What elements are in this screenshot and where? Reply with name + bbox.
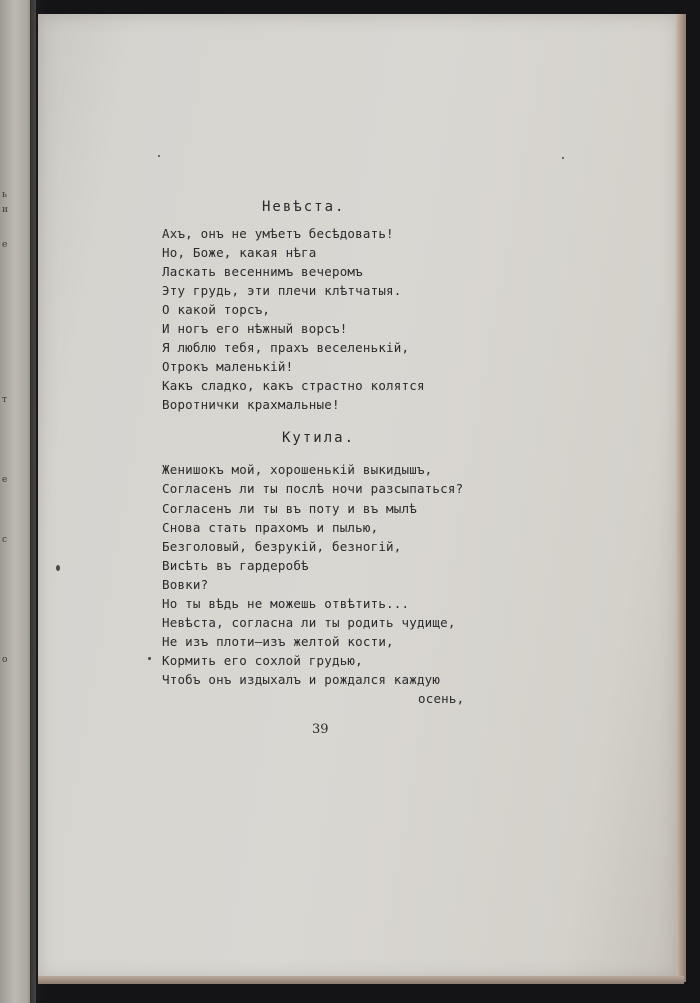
facing-page-text: и xyxy=(2,205,9,215)
poem-line: Отрокъ маленькій! xyxy=(162,359,294,374)
facing-page-text: е xyxy=(2,475,9,485)
poem-line: Какъ сладко, какъ страстно колятся xyxy=(162,378,425,393)
paper-speck xyxy=(148,657,151,660)
poem-line: Ахъ, онъ не умѣетъ бесѣдовать! xyxy=(162,226,394,241)
poem-line: Кормить его сохлой грудью, xyxy=(162,653,363,668)
poem-line: Чтобъ онъ издыхалъ и рождался каждую xyxy=(162,672,441,687)
poem-line: Согласенъ ли ты послѣ ночи разсыпаться? xyxy=(162,481,464,496)
book-page xyxy=(38,14,678,980)
poem-title-nevesta: Невѣста. xyxy=(262,199,346,215)
poem-line: И ногъ его нѣжный ворсъ! xyxy=(162,321,348,336)
poem-line: Безголовый, безрукій, безногій, xyxy=(162,539,402,554)
poem-body-kutila xyxy=(162,462,465,706)
page-edge-bottom xyxy=(38,976,684,984)
poem-line: Висѣть въ гардеробѣ xyxy=(162,558,309,573)
poem-line-overflow: осень, xyxy=(418,691,465,706)
poem-title-kutila: Кутила. xyxy=(282,430,356,446)
poem-line: Женишокъ мой, хорошенькій выкидышъ, xyxy=(162,462,433,477)
poem-line: Ласкать весеннимъ вечеромъ xyxy=(162,264,363,279)
poem-line: Воротнички крахмальные! xyxy=(162,397,340,412)
poem-line: Снова стать прахомъ и пылью, xyxy=(162,520,379,535)
poem-line: Согласенъ ли ты въ поту и въ мылѣ xyxy=(162,501,417,516)
paper-speck xyxy=(56,565,60,571)
poem-line: Невѣста, согласна ли ты родить чудище, xyxy=(162,615,456,630)
poem-body-nevesta xyxy=(162,226,425,412)
facing-page-text: с xyxy=(2,535,9,545)
poem-line: Я люблю тебя, прахъ веселенькій, xyxy=(162,340,410,355)
facing-page-text: е xyxy=(2,240,9,250)
facing-page-text: о xyxy=(2,655,9,665)
page-number: 39 xyxy=(312,722,329,737)
facing-page-text: т xyxy=(2,395,8,405)
poem-line: Но ты вѣдь не можешь отвѣтить... xyxy=(162,596,410,611)
page-edge-right xyxy=(676,14,686,982)
poem-line: Эту грудь, эти плечи клѣтчатыя. xyxy=(162,283,402,298)
facing-page-text: ь xyxy=(2,190,8,200)
poem-line: Не изъ плоти—изъ желтой кости, xyxy=(162,634,394,649)
paper-speck xyxy=(562,157,564,159)
poem-line: О какой торсъ, xyxy=(162,302,271,317)
poem-line: Но, Боже, какая нѣга xyxy=(162,245,317,260)
paper-speck xyxy=(158,155,160,157)
poem-line: Вовки? xyxy=(162,577,209,592)
